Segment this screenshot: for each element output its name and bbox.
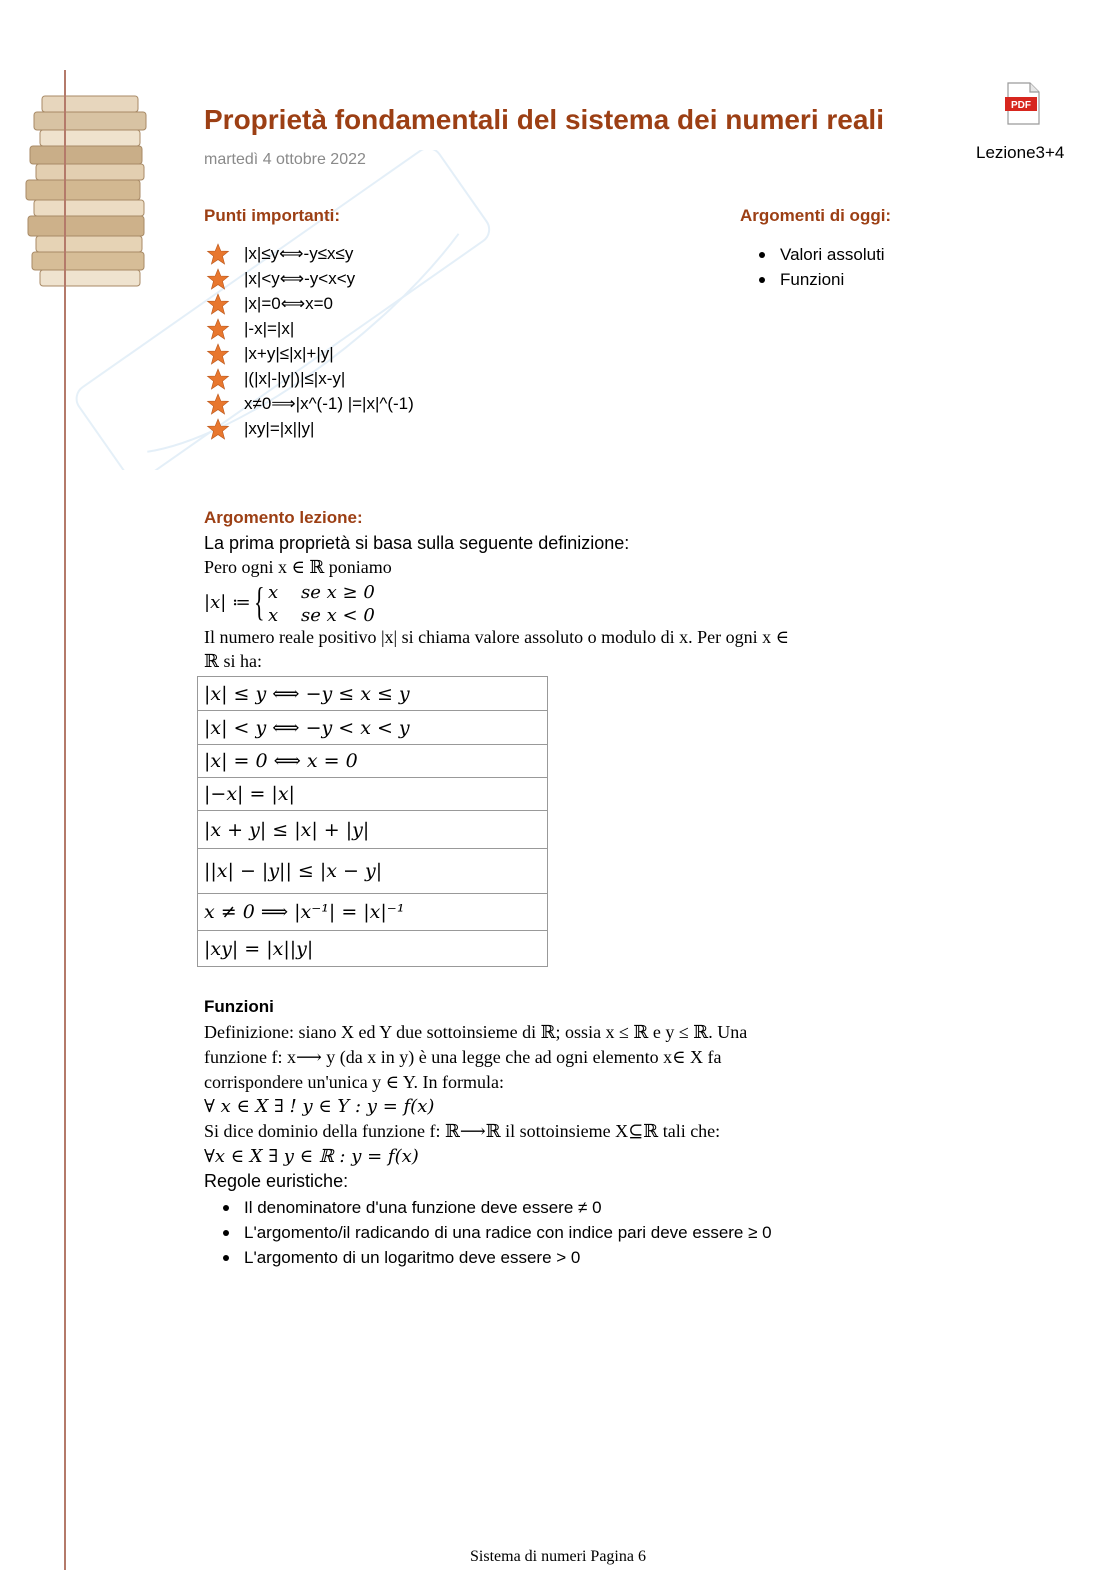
funzioni-heading: Funzioni [204, 997, 274, 1016]
star-icon [206, 268, 230, 290]
table-cell: |x| ≤ y ⟺ −y ≤ x ≤ y [198, 677, 548, 711]
funzioni-line: Definizione: siano X ed Y due sottoinsieme di ℝ; ossia x ≤ ℝ e y ≤ ℝ. Una [204, 1022, 748, 1042]
list-item [206, 341, 414, 366]
table-cell: |−x| = |x| [198, 778, 548, 811]
pdf-file-icon[interactable] [1004, 82, 1042, 126]
table-row [198, 677, 548, 711]
regole-list [204, 1195, 772, 1270]
book-stack-icon [16, 92, 150, 288]
description-line-1: Il numero reale positivo |x| si chiama valore assoluto o modulo di x. Per ogni x ∈ [204, 627, 789, 647]
star-icon [206, 318, 230, 340]
page-footer: Sistema di numeri Pagina 6 [470, 1548, 646, 1565]
dominio-formula: ∀x ∈ X ∃ y ∈ ℝ : y = f(x) [204, 1146, 419, 1167]
abs-definition [204, 579, 424, 628]
funzioni-formula: ∀ x ∈ X ∃ ! y ∈ Y : y = f(x) [204, 1096, 435, 1117]
punto-text: x≠0⟹|x^(-1) |=|x|^(-1) [244, 393, 414, 413]
table-row [198, 745, 548, 778]
funzioni-line: corrispondere un'unica y ∈ Y. In formula: [204, 1072, 504, 1092]
star-icon [206, 418, 230, 440]
description-line-2: ℝ si ha: [204, 651, 262, 671]
definition-case-1: x se x ≥ 0 [268, 582, 375, 603]
list-item: Valori assoluti [740, 242, 885, 267]
argomenti-oggi-heading: Argomenti di oggi: [740, 206, 892, 225]
punto-text: |x|<y⟺-y<x<y [244, 268, 356, 288]
punti-heading: Punti importanti: [204, 206, 340, 225]
table-row [198, 811, 548, 849]
table-row [198, 711, 548, 745]
attachment-label[interactable]: Lezione3+4 [976, 143, 1065, 162]
table-row [198, 778, 548, 811]
punto-text: |-x|=|x| [244, 318, 295, 338]
table-cell: |x| < y ⟺ −y < x < y [198, 711, 548, 745]
punti-list [206, 241, 414, 441]
table-cell: |xy| = |x||y| [198, 931, 548, 967]
page-date: martedì 4 ottobre 2022 [204, 151, 366, 168]
regole-heading: Regole euristiche: [204, 1171, 349, 1191]
list-item [206, 291, 414, 316]
pdf-icon-label: PDF [1011, 100, 1031, 111]
table-cell: |x| = 0 ⟺ x = 0 [198, 745, 548, 778]
star-icon [206, 343, 230, 365]
list-item [206, 366, 414, 391]
punto-text: |xy|=|x||y| [244, 418, 315, 438]
funzioni-line: funzione f: x⟶ y (da x in y) è una legge che ad ogni elemento x∈ X fa [204, 1047, 722, 1067]
argomento-lezione-heading: Argomento lezione: [204, 508, 363, 527]
list-item [206, 241, 414, 266]
table-row [198, 849, 548, 894]
properties-table [197, 676, 548, 967]
list-item [206, 266, 414, 291]
list-item: L'argomento di un logaritmo deve essere > 0 [204, 1245, 772, 1270]
list-item [206, 391, 414, 416]
margin-line [64, 70, 66, 1570]
star-icon [206, 243, 230, 265]
punto-text: |x|≤y⟺-y≤x≤y [244, 243, 354, 263]
table-row [198, 894, 548, 931]
list-item: L'argomento/il radicando di una radice con indice pari deve essere ≥ 0 [204, 1220, 772, 1245]
punto-text: |(|x|-|y|)|≤|x-y| [244, 368, 346, 388]
per-ogni-line: Pero ogni x ∈ ℝ poniamo [204, 557, 392, 577]
table-cell: ||x| − |y|| ≤ |x − y| [198, 849, 548, 894]
punto-text: |x+y|≤|x|+|y| [244, 343, 334, 363]
star-icon [206, 293, 230, 315]
list-item [206, 316, 414, 341]
brace-symbol: { [254, 579, 265, 624]
punto-text: |x|=0⟺x=0 [244, 293, 333, 313]
table-row [198, 931, 548, 967]
list-item [206, 416, 414, 441]
table-cell: x ≠ 0 ⟹ |x⁻¹| = |x|⁻¹ [198, 894, 548, 931]
list-item: Il denominatore d'una funzione deve essere ≠ 0 [204, 1195, 772, 1220]
star-icon [206, 393, 230, 415]
argomenti-oggi-list [740, 242, 885, 292]
star-icon [206, 368, 230, 390]
list-item: Funzioni [740, 267, 885, 292]
funzioni-line: Si dice dominio della funzione f: ℝ⟶ℝ il sottoinsieme X⊆ℝ tali che: [204, 1121, 721, 1141]
definition-lhs: |x| ≔ [204, 592, 251, 613]
lezione-intro: La prima proprietà si basa sulla seguente definizione: [204, 533, 630, 553]
table-cell: |x + y| ≤ |x| + |y| [198, 811, 548, 849]
definition-case-2: x se x < 0 [268, 605, 375, 626]
page-title: Proprietà fondamentali del sistema dei numeri reali [204, 104, 884, 135]
